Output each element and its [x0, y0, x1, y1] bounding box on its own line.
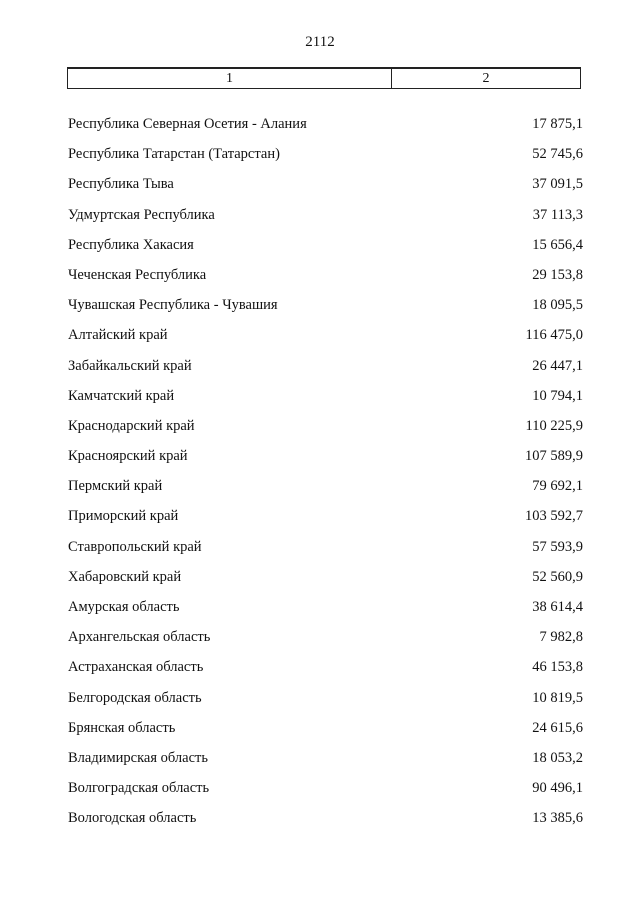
table-row — [0, 416, 640, 446]
region-value: 52 560,9 — [532, 568, 583, 585]
table-row — [0, 506, 640, 536]
region-value: 29 153,8 — [532, 266, 583, 283]
region-value: 15 656,4 — [532, 236, 583, 253]
region-name: Брянская область — [68, 719, 176, 736]
region-name: Забайкальский край — [68, 357, 192, 374]
region-value: 10 819,5 — [532, 689, 583, 706]
table-row — [0, 265, 640, 295]
region-value: 24 615,6 — [532, 719, 583, 736]
region-name: Краснодарский край — [68, 417, 195, 434]
table-row — [0, 808, 640, 838]
table-row — [0, 295, 640, 325]
region-value: 10 794,1 — [532, 387, 583, 404]
region-value: 38 614,4 — [532, 599, 583, 615]
region-name: Ставропольский край — [68, 538, 202, 555]
region-value: 13 385,6 — [532, 810, 583, 827]
region-name: Республика Северная Осетия - Алания — [68, 116, 307, 132]
region-value: 26 447,1 — [532, 357, 583, 374]
table-row — [0, 114, 640, 144]
region-value: 57 593,9 — [532, 538, 583, 555]
region-name: Белгородская область — [68, 689, 202, 706]
column-header-1: 1 — [68, 69, 392, 88]
region-value: 116 475,0 — [525, 327, 583, 344]
region-name: Владимирская область — [68, 749, 208, 766]
table-row — [0, 386, 640, 416]
region-value: 110 225,9 — [525, 417, 583, 434]
region-value: 79 692,1 — [532, 478, 583, 495]
table-row — [0, 325, 640, 355]
region-name: Хабаровский край — [68, 568, 182, 585]
table-row — [0, 446, 640, 476]
region-value: 107 589,9 — [525, 448, 583, 465]
table-row — [0, 657, 640, 687]
region-name: Астраханская область — [68, 659, 204, 676]
table-header — [67, 67, 581, 89]
region-name: Волгоградская область — [68, 780, 210, 797]
region-value: 7 982,8 — [539, 629, 583, 646]
region-name: Алтайский край — [68, 327, 168, 344]
table-row — [0, 627, 640, 657]
region-value: 18 095,5 — [532, 297, 583, 314]
table-row — [0, 718, 640, 748]
region-name: Приморский край — [68, 508, 179, 525]
table-row — [0, 748, 640, 778]
table-row — [0, 205, 640, 235]
region-name: Красноярский край — [68, 448, 188, 465]
table-row — [0, 235, 640, 265]
table-row — [0, 688, 640, 718]
region-name: Удмуртская Республика — [68, 206, 215, 223]
region-name: Республика Хакасия — [68, 236, 194, 253]
table-row — [0, 567, 640, 597]
region-value: 17 875,1 — [532, 116, 583, 132]
table-row — [0, 356, 640, 386]
region-value: 37 091,5 — [532, 176, 583, 193]
region-value: 90 496,1 — [532, 780, 583, 797]
region-value: 37 113,3 — [532, 206, 583, 223]
region-name: Чувашская Республика - Чувашия — [68, 297, 278, 314]
region-name: Пермский край — [68, 478, 163, 495]
region-value: 46 153,8 — [532, 659, 583, 676]
region-list — [0, 114, 640, 839]
column-header-2: 2 — [482, 71, 490, 86]
region-name: Амурская область — [68, 599, 180, 615]
table-row — [0, 778, 640, 808]
table-row — [0, 597, 640, 627]
table-row — [0, 537, 640, 567]
region-name: Вологодская область — [68, 810, 197, 827]
table-row — [0, 476, 640, 506]
region-value: 103 592,7 — [525, 508, 583, 525]
region-name: Архангельская область — [68, 629, 211, 646]
region-value: 52 745,6 — [532, 146, 583, 163]
region-name: Республика Тыва — [68, 176, 174, 193]
table-row — [0, 144, 640, 174]
region-name: Республика Татарстан (Татарстан) — [68, 146, 280, 163]
region-name: Камчатский край — [68, 387, 175, 404]
region-value: 18 053,2 — [532, 749, 583, 766]
region-name: Чеченская Республика — [68, 266, 207, 283]
table-row — [0, 174, 640, 204]
page-number: 2112 — [305, 34, 335, 50]
